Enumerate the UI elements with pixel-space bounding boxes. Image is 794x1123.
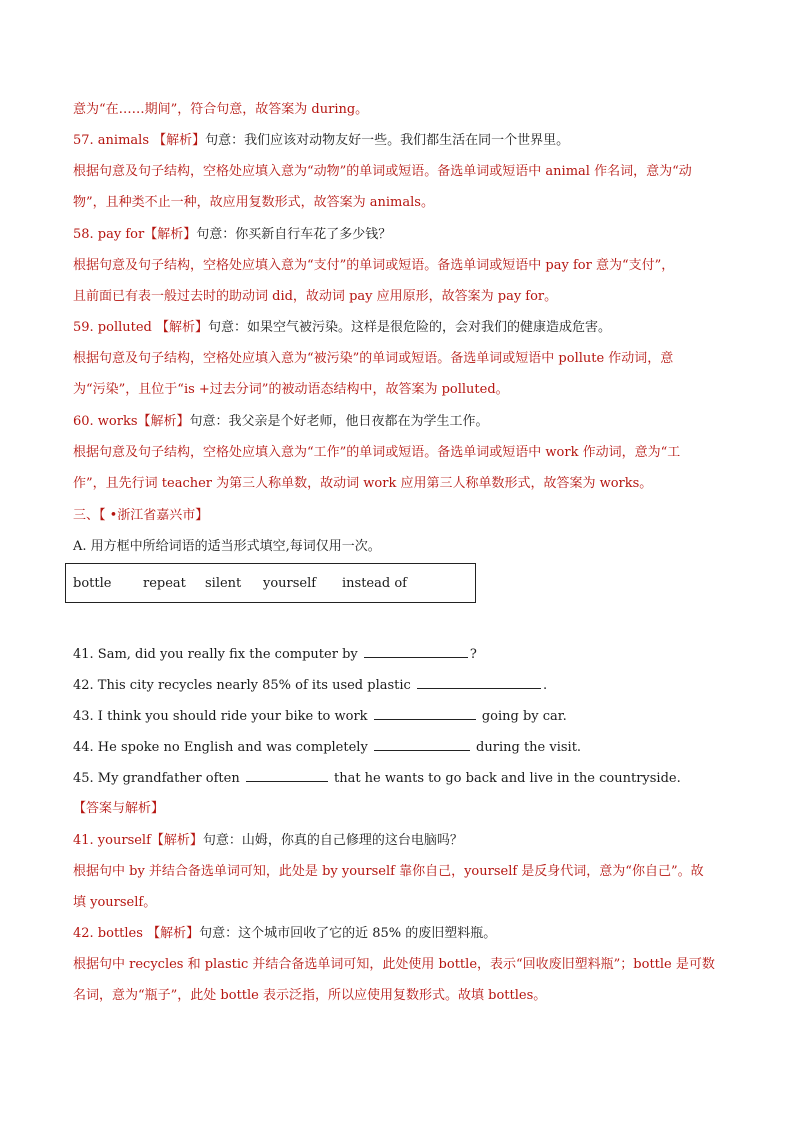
answer-number: 42. bottles — [73, 926, 148, 941]
analysis-tag: 【解析】 — [153, 133, 206, 148]
sentence-meaning: 句意：我们应该对动物友好一些。我们都生活在同一个世界里。 — [205, 133, 570, 148]
text-line: 为“污染”，且位于“is +过去分词”的被动语态结构中，故答案为 polluted。 — [73, 382, 509, 397]
word-option: bottle — [73, 576, 112, 591]
question-text: . — [542, 678, 548, 693]
text-line: 根据句意及句子结构，空格处应填入意为“被污染”的单词或短语。备选单词或短语中 pollute 作动词，意 — [73, 351, 674, 366]
text-line: 根据句意及句子结构，空格处应填入意为“工作”的单词或短语。备选单词或短语中 work 作动词，意为“工 — [73, 445, 681, 460]
analysis-tag: 【解析】 — [137, 414, 190, 429]
word-option: repeat — [143, 576, 186, 591]
analysis-tag: 【解析】 — [150, 833, 203, 848]
question-text: during the visit. — [471, 740, 582, 755]
question-text: going by car. — [477, 709, 567, 724]
analysis-tag: 【解析】 — [156, 320, 209, 335]
answer-line-60 — [73, 412, 734, 432]
answer-line-41 — [73, 831, 734, 851]
sentence-meaning: 句意：这个城市回收了它的近 85% 的废旧塑料瓶。 — [199, 926, 497, 941]
text-line: 物”，且种类不止一种，故应用复数形式，故答案为 animals。 — [73, 195, 434, 210]
answer-line-42 — [73, 924, 734, 944]
question-text: that he wants to go back and live in the countryside. — [329, 771, 681, 786]
sentence-meaning: 句意：你买新自行车花了多少钱？ — [196, 227, 392, 242]
instruction: A. 用方框中所给词语的适当形式填空,每词仅用一次。 — [73, 539, 381, 554]
question-43 — [73, 706, 734, 727]
question-text: 43. I think you should ride your bike to work — [73, 709, 372, 724]
text-line: 填 yourself。 — [73, 895, 157, 910]
question-41 — [73, 644, 734, 665]
question-text: 42. This city recycles nearly 85% of its used plastic — [73, 678, 415, 693]
answer-number: 41. yourself — [73, 833, 151, 848]
text-line: 根据句意及句子结构，空格处应填入意为“支付”的单词或短语。备选单词或短语中 pay for 意为“支付”， — [73, 258, 675, 273]
text-line: 名词，意为“瓶子”，此处 bottle 表示泛指，所以应使用复数形式。故填 bottles。 — [73, 988, 547, 1003]
answer-line-59 — [73, 318, 734, 338]
answer-number: 59. polluted — [73, 320, 157, 335]
sentence-meaning: 句意：如果空气被污染。这样是很危险的，会对我们的健康造成危害。 — [208, 320, 612, 335]
analysis-tag: 【解析】 — [147, 926, 200, 941]
answer-blank[interactable] — [374, 706, 476, 720]
word-option: yourself — [263, 576, 317, 591]
word-option: silent — [205, 576, 242, 591]
answer-blank[interactable] — [246, 768, 328, 782]
answer-heading: 【答案与解析】 — [73, 801, 165, 816]
question-44 — [73, 737, 734, 758]
answer-blank[interactable] — [374, 737, 470, 751]
question-45 — [73, 768, 734, 789]
word-option: instead of — [342, 576, 407, 591]
answer-blank[interactable] — [417, 675, 541, 689]
text-line: 意为“在……期间”，符合句意，故答案为 during。 — [73, 102, 369, 117]
question-text: ? — [469, 647, 477, 662]
sentence-meaning: 句意：我父亲是个好老师，他日夜都在为学生工作。 — [189, 414, 489, 429]
text-line: 根据句意及句子结构，空格处应填入意为“动物”的单词或短语。备选单词或短语中 animal 作名词，意为“动 — [73, 164, 692, 179]
answer-number: 60. works — [73, 414, 138, 429]
question-text: 44. He spoke no English and was completely — [73, 740, 372, 755]
answer-blank[interactable] — [364, 644, 468, 658]
answer-number: 58. pay for — [73, 227, 145, 242]
answer-line-58 — [73, 225, 734, 245]
answer-line-57 — [73, 131, 734, 151]
question-text: 41. Sam, did you really fix the computer by — [73, 647, 362, 662]
answer-number: 57. animals — [73, 133, 154, 148]
text-line: 根据句中 by 并结合备选单词可知，此处是 by yourself 靠你自己，yourself 是反身代词，意为“你自己”。故 — [73, 864, 704, 879]
word-box — [65, 563, 476, 603]
analysis-tag: 【解析】 — [144, 227, 197, 242]
section-title: 三、【 •浙江省嘉兴市】 — [73, 508, 209, 523]
text-line: 作”，且先行词 teacher 为第三人称单数，故动词 work 应用第三人称单数形式，故答案为 works。 — [73, 476, 653, 491]
sentence-meaning: 句意：山姆，你真的自己修理的这台电脑吗？ — [202, 833, 463, 848]
question-42 — [73, 675, 734, 696]
text-line: 且前面已有表一般过去时的助动词 did，故动词 pay 应用原形，故答案为 pay for。 — [73, 289, 558, 304]
text-line: 根据句中 recycles 和 plastic 并结合备选单词可知，此处使用 bottle，表示“回收废旧塑料瓶”；bottle 是可数 — [73, 957, 715, 972]
question-text: 45. My grandfather often — [73, 771, 244, 786]
